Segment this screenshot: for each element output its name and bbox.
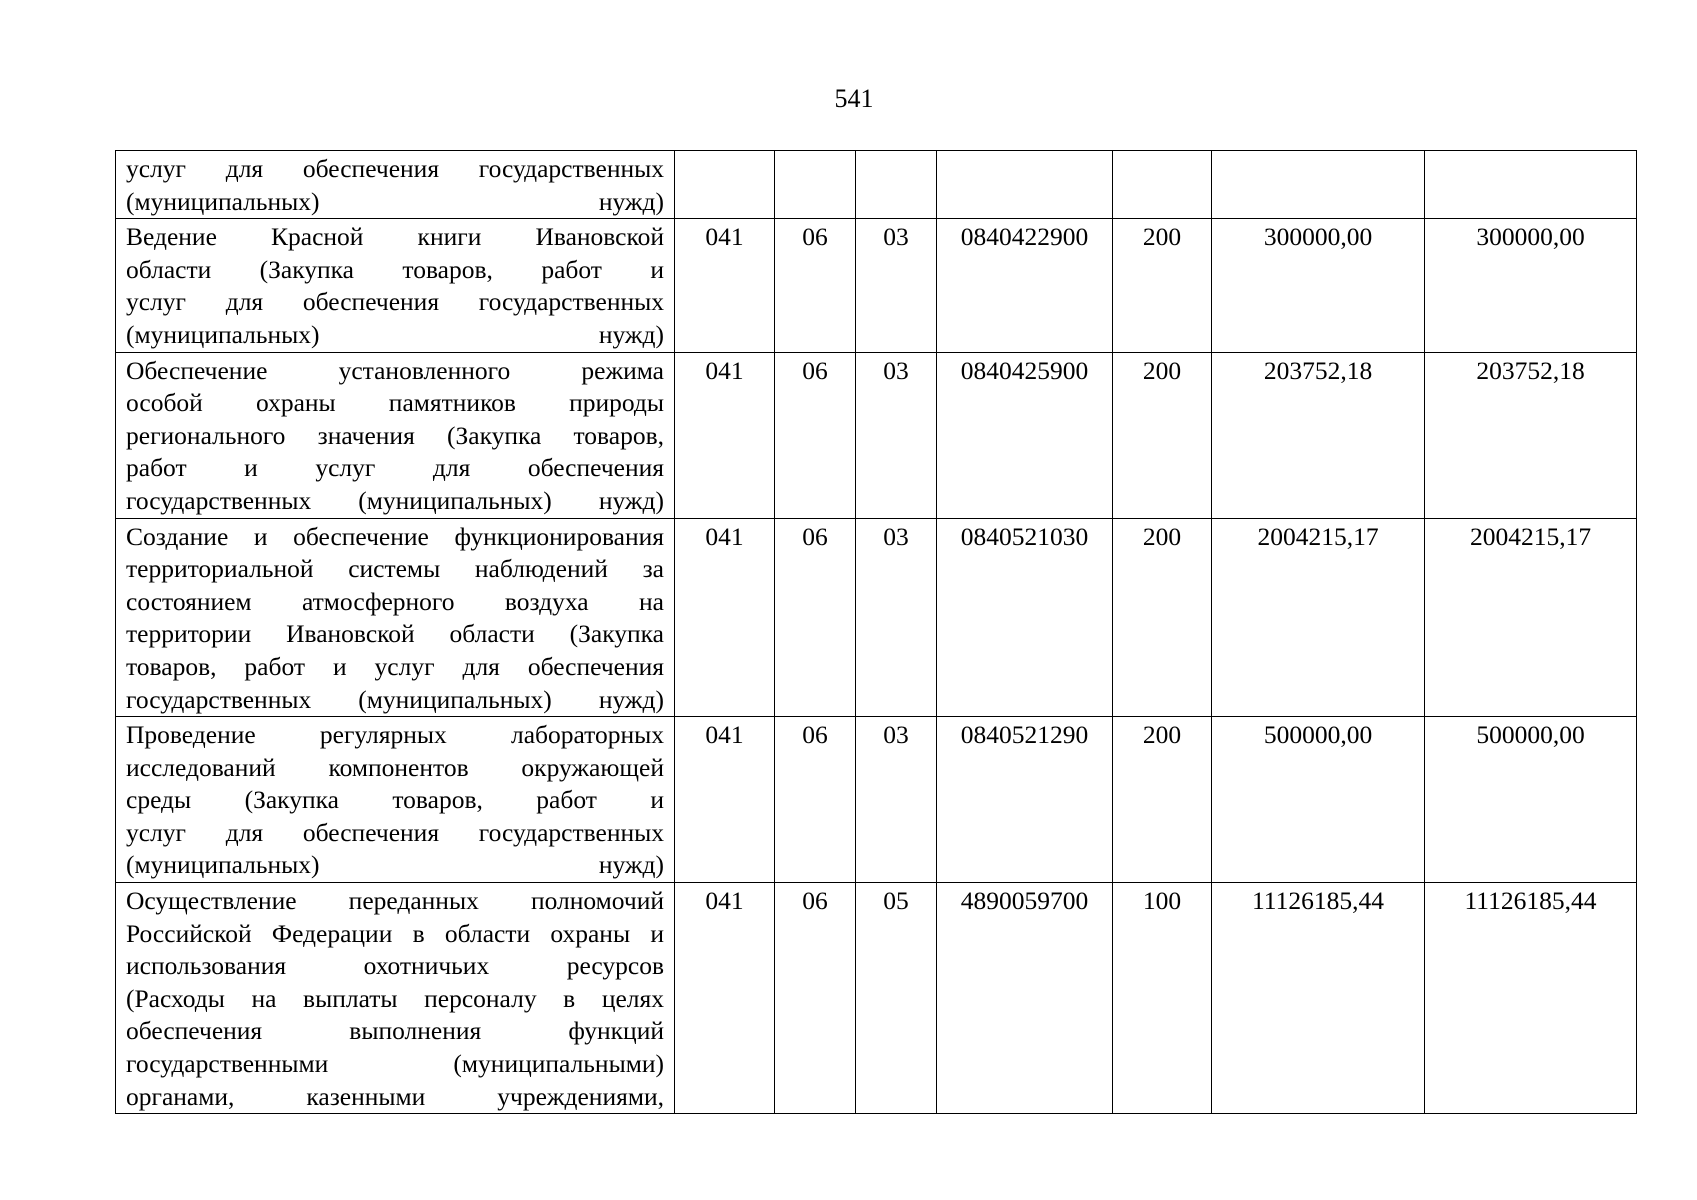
target-article-code-cell: 0840521030	[937, 518, 1113, 717]
description-line: государственных (муниципальных) нужд)	[126, 485, 664, 515]
description-line: области (Закупка товаров, работ и	[126, 254, 664, 284]
description-cell	[116, 151, 675, 219]
description-cell	[116, 352, 675, 518]
expense-type-code-cell: 200	[1113, 352, 1212, 518]
section-code-cell: 06	[775, 883, 856, 1114]
table-row	[116, 518, 1637, 717]
target-article-code-cell: 0840521290	[937, 717, 1113, 883]
description-line: особой охраны памятников природы	[126, 388, 664, 418]
description-line: среды (Закупка товаров, работ и	[126, 785, 664, 815]
description-line: (муниципальных) нужд)	[126, 319, 664, 349]
amount-cell: 203752,18	[1212, 352, 1425, 518]
description-line: работ и услуг для обеспечения	[126, 453, 664, 483]
department-code-cell: 041	[675, 717, 775, 883]
table-row	[116, 219, 1637, 352]
budget-table	[115, 150, 1637, 1114]
amount-cell: 500000,00	[1212, 717, 1425, 883]
expense-type-code-cell: 100	[1113, 883, 1212, 1114]
description-line: Создание и обеспечение функционирования	[126, 521, 664, 551]
table-row	[116, 717, 1637, 883]
section-code-cell: 06	[775, 219, 856, 352]
amount-cell: 500000,00	[1425, 717, 1637, 883]
description-line: Осуществление переданных полномочий	[126, 886, 664, 916]
subsection-code-cell	[856, 151, 937, 219]
amount-cell: 11126185,44	[1212, 883, 1425, 1114]
description-line: исследований компонентов окружающей	[126, 752, 664, 782]
description-cell	[116, 883, 675, 1114]
description-cell	[116, 219, 675, 352]
description-line: Проведение регулярных лабораторных	[126, 720, 664, 750]
page-number: 541	[834, 84, 874, 113]
section-code-cell: 06	[775, 352, 856, 518]
department-code-cell: 041	[675, 883, 775, 1114]
table-row	[116, 352, 1637, 518]
description-cell	[116, 518, 675, 717]
expense-type-code-cell: 200	[1113, 219, 1212, 352]
description-line: регионального значения (Закупка товаров,	[126, 420, 664, 450]
subsection-code-cell: 03	[856, 717, 937, 883]
subsection-code-cell: 03	[856, 352, 937, 518]
description-line: услуг для обеспечения государственных	[126, 287, 664, 317]
target-article-code-cell: 0840425900	[937, 352, 1113, 518]
target-article-code-cell: 0840422900	[937, 219, 1113, 352]
description-line: территориальной системы наблюдений за	[126, 554, 664, 584]
amount-cell: 203752,18	[1425, 352, 1637, 518]
description-line: органами, казенными учреждениями,	[126, 1081, 664, 1111]
subsection-code-cell: 03	[856, 518, 937, 717]
description-line: состоянием атмосферного воздуха на	[126, 586, 664, 616]
description-line: Российской Федерации в области охраны и	[126, 918, 664, 948]
description-line: государственными (муниципальными)	[126, 1049, 664, 1079]
target-article-code-cell: 4890059700	[937, 883, 1113, 1114]
department-code-cell: 041	[675, 352, 775, 518]
amount-cell	[1425, 151, 1637, 219]
description-line: государственных (муниципальных) нужд)	[126, 684, 664, 714]
description-line: территории Ивановской области (Закупка	[126, 619, 664, 649]
table-row	[116, 151, 1637, 219]
department-code-cell	[675, 151, 775, 219]
description-line: услуг для обеспечения государственных	[126, 154, 664, 183]
section-code-cell	[775, 151, 856, 219]
department-code-cell: 041	[675, 219, 775, 352]
table-body	[116, 151, 1637, 1114]
table-row	[116, 883, 1637, 1114]
description-line: товаров, работ и услуг для обеспечения	[126, 651, 664, 681]
description-line: Обеспечение установленного режима	[126, 355, 664, 385]
target-article-code-cell	[937, 151, 1113, 219]
description-cell	[116, 717, 675, 883]
amount-cell: 11126185,44	[1425, 883, 1637, 1114]
expense-type-code-cell: 200	[1113, 518, 1212, 717]
amount-cell: 300000,00	[1212, 219, 1425, 352]
amount-cell: 300000,00	[1425, 219, 1637, 352]
subsection-code-cell: 03	[856, 219, 937, 352]
expense-type-code-cell: 200	[1113, 717, 1212, 883]
description-line: Ведение Красной книги Ивановской	[126, 222, 664, 252]
description-line: (Расходы на выплаты персоналу в целях	[126, 983, 664, 1013]
amount-cell: 2004215,17	[1212, 518, 1425, 717]
description-line: использования охотничьих ресурсов	[126, 951, 664, 981]
description-line: услуг для обеспечения государственных	[126, 817, 664, 847]
amount-cell: 2004215,17	[1425, 518, 1637, 717]
section-code-cell: 06	[775, 518, 856, 717]
expense-type-code-cell	[1113, 151, 1212, 219]
section-code-cell: 06	[775, 717, 856, 883]
amount-cell	[1212, 151, 1425, 219]
description-line: обеспечения выполнения функций	[126, 1016, 664, 1046]
department-code-cell: 041	[675, 518, 775, 717]
description-line: (муниципальных) нужд)	[126, 186, 664, 216]
description-line: (муниципальных) нужд)	[126, 850, 664, 880]
subsection-code-cell: 05	[856, 883, 937, 1114]
